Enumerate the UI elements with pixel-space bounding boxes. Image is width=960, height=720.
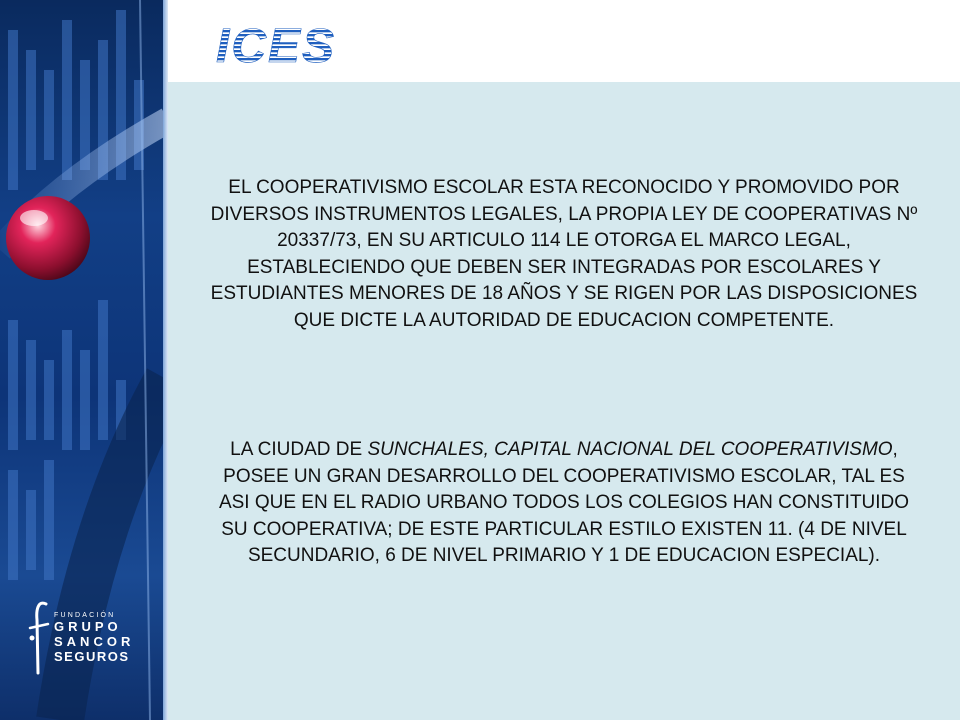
- paragraph-sunchales: [208, 437, 920, 570]
- fundacion-label: FUNDACIÓN: [54, 612, 116, 619]
- paragraph2-rest: , POSEE UN GRAN DESARROLLO DEL COOPERATIVISMO ESCOLAR, TAL ES ASI QUE EN EL RADIO URBANO TODOS LOS COLEGIOS HAN CONSTITUIDO SU COOPERATIVA; DE ESTE PARTICULAR ESTILO EXISTEN 11. (4 DE NIVEL SECUNDARIO, 6 DE NIVEL PRIMARIO Y 1 DE EDUCACION ESPECIAL).: [218, 439, 910, 566]
- sancor-label: SANCOR: [54, 634, 135, 649]
- content-area: [168, 82, 960, 720]
- decorative-sidebar: [0, 0, 168, 720]
- paragraph2-prefix: LA CIUDAD DE: [230, 439, 368, 460]
- red-sphere: [6, 196, 90, 280]
- ices-logo-text: ICES: [216, 22, 337, 68]
- paragraph2-italic: SUNCHALES, CAPITAL NACIONAL DEL COOPERATIVISMO: [367, 439, 893, 460]
- ices-logo: [210, 22, 360, 68]
- grupo-label: GRUPO: [54, 619, 122, 634]
- paragraph-legal-framework: EL COOPERATIVISMO ESCOLAR ESTA RECONOCIDO Y PROMOVIDO POR DIVERSOS INSTRUMENTOS LEGALES, LA PROPIA LEY DE COOPERATIVAS Nº 20337/73, EN SU ARTICULO 114 LE OTORGA EL MARCO LEGAL, ESTABLECIENDO QUE DEBEN SER INTEGRADAS POR ESCOLARES Y ESTUDIANTES MENORES DE 18 AÑOS Y SE RIGEN POR LAS DISPOSICIONES QUE DICTE LA AUTORIDAD DE EDUCACION COMPETENTE.: [210, 177, 918, 331]
- fundacion-f-icon: [28, 598, 50, 678]
- dark-swoosh: [60, 380, 168, 720]
- seguros-label: SEGUROS: [54, 649, 130, 664]
